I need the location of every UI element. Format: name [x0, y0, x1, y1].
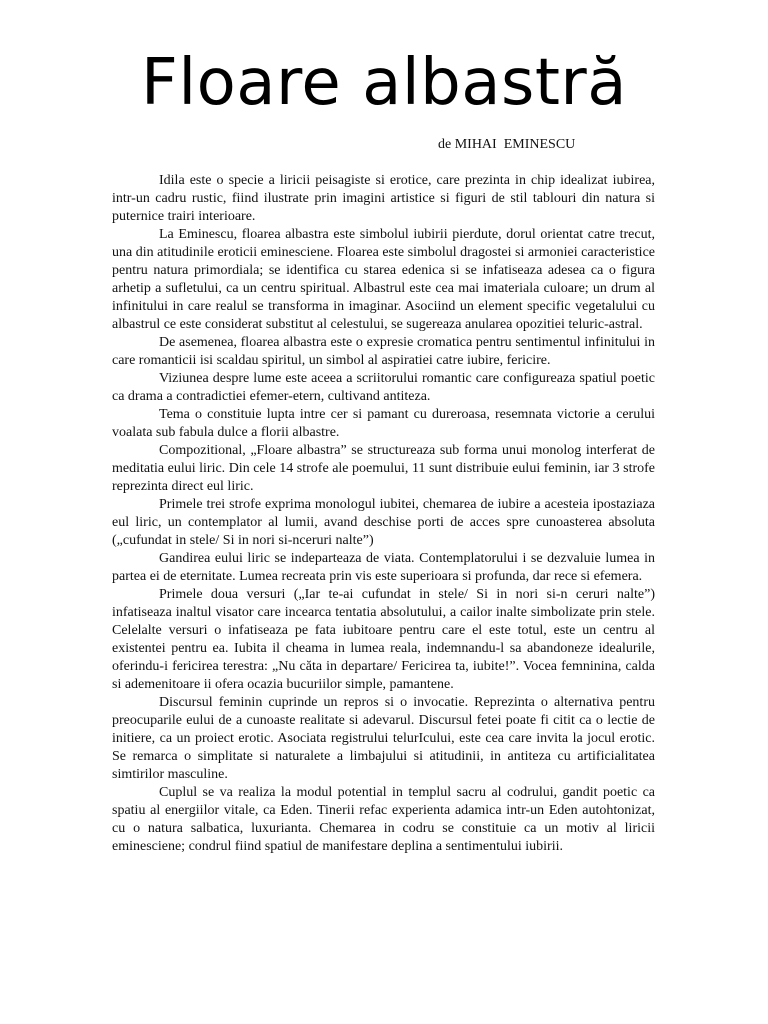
paragraph: Primele trei strofe exprima monologul iubitei, chemarea de iubire a acesteia ipostaziaza eul liric, un contemplator al lumii, avand deschise porti de acces spre cunoasterea absoluta („cufundat in stele/ Si in nori si-nceruri nalte”) — [112, 497, 655, 548]
paragraph: Viziunea despre lume este aceea a scriitorului romantic care configureaza spatiul poetic ca drama a contradictiei efemer-etern, cultivand antiteza. — [112, 371, 655, 404]
body-text — [112, 172, 655, 856]
paragraph: La Eminescu, floarea albastra este simbolul iubirii pierdute, dorul orientat catre trecut, una din atitudinile eroticii eminesciene. Floarea este simbolul dragostei si armoniei caracteristice pentru natura primordiala; se identifica cu starea edenica si se infatiseaza adesea ca o figura arhetip a sufletului, ca un centru spiritual. Albastrul este cea mai imateriala culoare; un drum al infinitului in care realul se transforma in imaginar. Asociind un element specific vegetalului cu albastrul ce este considerat substitut al celestului, se sugereaza anularea opozitiei teluric-astral. — [112, 227, 655, 332]
paragraph: Cuplul se va realiza la modul potential in templul sacru al codrului, gandit poetic ca spatiu al energiilor vitale, ca Eden. Tinerii refac experienta adamica intr-un Eden autohtonizat, cu o natura salbatica, luxurianta. Chemarea in codru se constituie ca un motiv al liricii eminesciene; condrul fiind spatiul de manifestare deplina a sentimentului iubirii. — [112, 785, 655, 854]
document-title: Floare albastră — [141, 46, 627, 120]
paragraph: Compozitional, „Floare albastra” se structureaza sub forma unui monolog interferat de meditatia eului liric. Din cele 14 strofe ale poemului, 11 sunt distribuie eului feminin, iar 3 strofe reprezinta direct eul liric. — [112, 443, 655, 494]
paragraph: Primele doua versuri („Iar te-ai cufundat in stele/ Si in nori si-n ceruri nalte”) infatiseaza inaltul visator care incearca tentatia absolutului, a cailor inalte simbolizate prin stele. Celelalte versuri o infatiseaza pe fata iubitoare pentru care el este totul, este un centru al existentei pentru ea. Iubita il cheama in lumea reala, indemnandu-l sa abandoneze idealurile, oferindu-i fericirea terestra: „Nu căta in departare/ Fericirea ta, iubite!”. Vocea femninina, calda si ademenitoare ii ofera ocazia bucuriilor simple, pamantene. — [112, 587, 655, 692]
paragraph: De asemenea, floarea albastra este o expresie cromatica pentru sentimentul infinitului in care romanticii isi scaldau spiritul, un simbol al aspiratiei catre iubire, fericire. — [112, 335, 655, 368]
paragraph: Discursul feminin cuprinde un repros si o invocatie. Reprezinta o alternativa pentru preocuparile eului de a cunoaste realitate si adevarul. Discursul fetei poate fi citit ca o lectie de initiere, ca un proiect erotic. Asociata registrului telurIcului, este cea care invita la jocul erotic. Se remarca o simplitate si naturalete a limbajului si atitudinii, in antiteza cu artificialitatea simtirilor masculine. — [112, 695, 655, 782]
paragraph: Gandirea eului liric se indeparteaza de viata. Contemplatorului i se dezvaluie lumea in partea ei de eternitate. Lumea recreata prin vis este superioara si profunda, dar rece si efemera. — [112, 551, 655, 584]
author-line: de MIHAI EMINESCU — [438, 137, 576, 152]
paragraph: Tema o constituie lupta intre cer si pamant cu dureroasa, resemnata victorie a cerului voalata sub fabula dulce a florii albastre. — [112, 407, 655, 440]
paragraph: Idila este o specie a liricii peisagiste si erotice, care prezinta in chip idealizat iubirea, intr-un cadru rustic, fiind ilustrate prin imagini artistice si figuri de stil tablouri din natura si puternice trairi interioare. — [112, 173, 655, 224]
